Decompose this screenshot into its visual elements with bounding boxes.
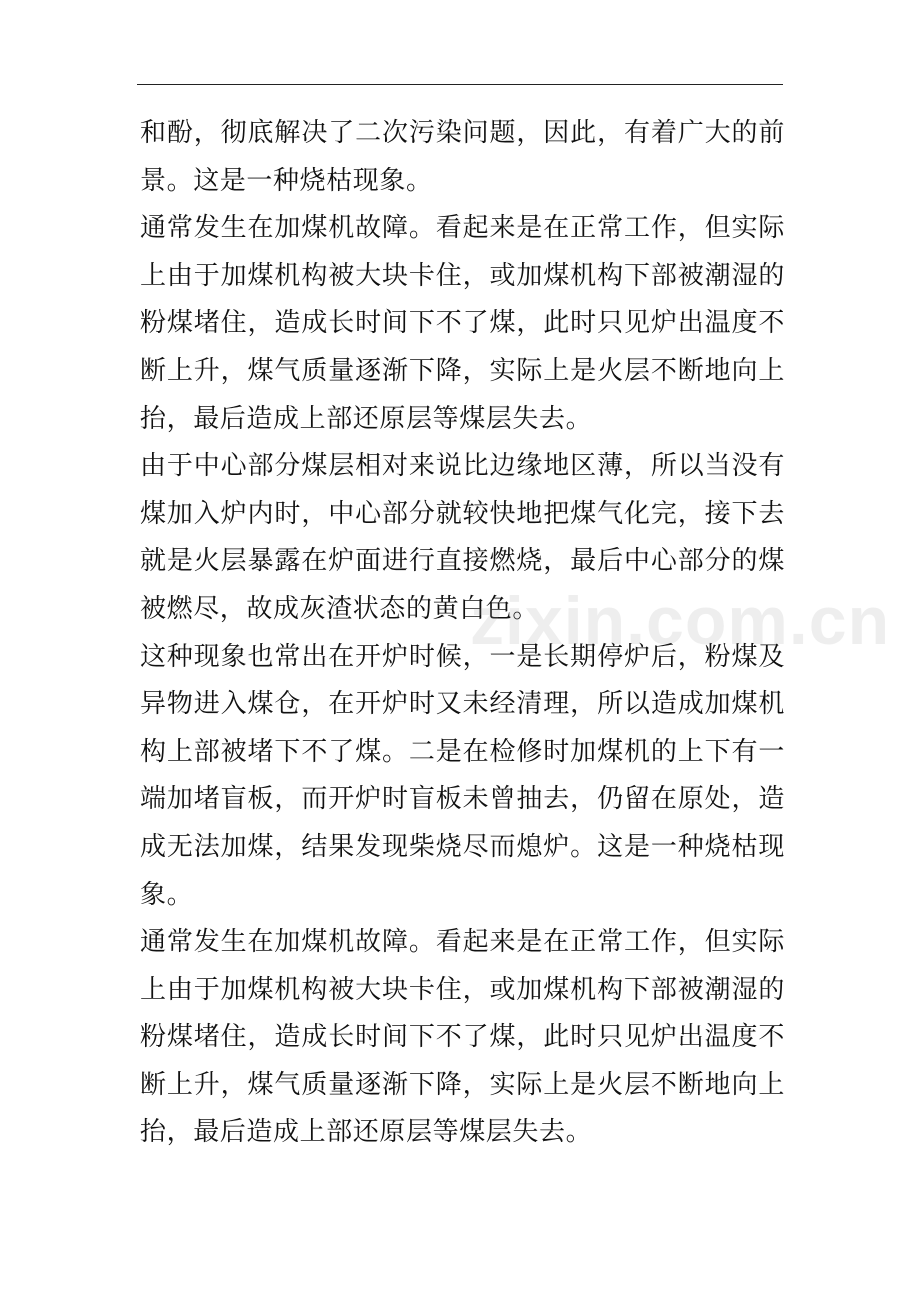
paragraph-3: 由于中心部分煤层相对来说比边缘地区薄，所以当没有煤加入炉内时，中心部分就较快地把煤气化完，接下去就是火层暴露在炉面进行直接燃烧，最后中心部分的煤被燃尽，故成灰渣状态的黄白色。 xyxy=(140,451,785,624)
watermark: zixin.com.cn xyxy=(470,583,891,659)
paragraph-1: 和酚，彻底解决了二次污染问题，因此，有着广大的前景。这是一种烧枯现象。 xyxy=(140,118,785,196)
paragraph-5: 通常发生在加煤机故障。看起来是在正常工作，但实际上由于加煤机构被大块卡住，或加煤机构下部被潮湿的粉煤堵住，造成长时间下不了煤，此时只见炉出温度不断上升，煤气质量逐渐下降，实际上是火层不断地向上抬，最后造成上部还原层等煤层失去。 xyxy=(140,927,785,1148)
header-rule xyxy=(137,84,783,85)
paragraph-4: 这种现象也常出在开炉时候，一是长期停炉后，粉煤及异物进入煤仓，在开炉时又未经清理，所以造成加煤机构上部被堵下不了煤。二是在检修时加煤机的上下有一端加堵盲板，而开炉时盲板未曾抽去，仍留在原处，造成无法加煤，结果发现柴烧尽而熄炉。这是一种烧枯现象。 xyxy=(140,641,785,910)
document-body xyxy=(140,110,785,1157)
paragraph-2: 通常发生在加煤机故障。看起来是在正常工作，但实际上由于加煤机构被大块卡住，或加煤机构下部被潮湿的粉煤堵住，造成长时间下不了煤，此时只见炉出温度不断上升，煤气质量逐渐下降，实际上是火层不断地向上抬，最后造成上部还原层等煤层失去。 xyxy=(140,213,785,434)
